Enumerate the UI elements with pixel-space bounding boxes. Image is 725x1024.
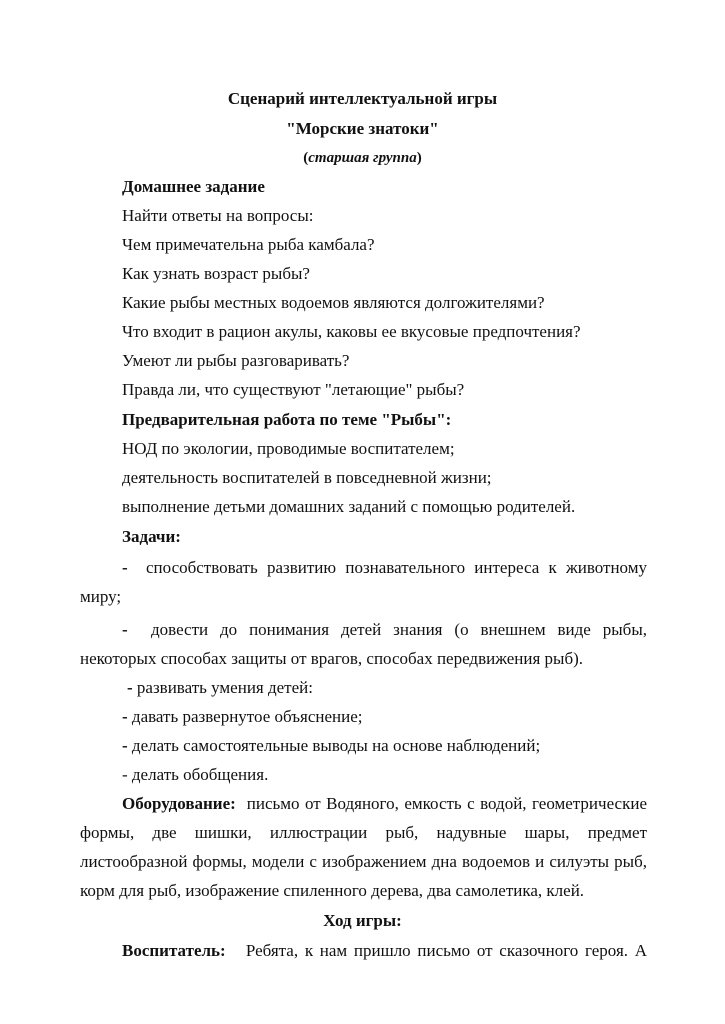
speaker-label: Воспитатель:: [122, 941, 226, 960]
homework-line: Умеют ли рыбы разговаривать?: [122, 351, 350, 370]
prework-heading: Предварительная работа по теме "Рыбы":: [122, 410, 452, 429]
equipment-text-1: письмо от Водяного, емкость с водой, геометрические: [246, 794, 647, 813]
prework-line: выполнение детьми домашних заданий с помощью родителей.: [122, 497, 576, 516]
task-item-3: [127, 677, 313, 699]
task-item-3-text: развивать умения детей:: [136, 678, 313, 697]
task-dash: [122, 557, 128, 579]
task-item-4-text: давать развернутое объяснение;: [131, 707, 363, 726]
task-item-1-line-1: способствовать развитию познавательного интереса к животному: [146, 558, 647, 577]
prework-line: деятельность воспитателей в повседневной жизни;: [122, 468, 492, 487]
task-dash-mark: -: [122, 736, 128, 755]
prework-line: НОД по экологии, проводимые воспитателем;: [122, 439, 455, 458]
equipment-label: Оборудование:: [122, 794, 236, 813]
game-heading: Ход игры:: [323, 911, 402, 930]
task-dash: [122, 619, 128, 641]
homework-heading: Домашнее задание: [122, 177, 265, 196]
equipment-line-2: формы, две шишки, иллюстрации рыб, надувные шары, предмет: [80, 823, 647, 842]
document-title-quoted: "Морские знатоки": [286, 119, 439, 138]
document-title: Сценарий интеллектуальной игры: [227, 89, 498, 108]
equipment-line-3: листообразной формы, модели с изображением дна водоемов и силуэты рыб,: [80, 852, 647, 871]
equipment-line-1: [122, 793, 647, 815]
task-item-1-line-2: миру;: [80, 587, 122, 606]
homework-line: Правда ли, что существуют "летающие" рыбы?: [122, 380, 465, 399]
homework-line: Чем примечательна рыба камбала?: [122, 235, 375, 254]
task-item-5: [122, 735, 540, 757]
subtitle-close-paren: ): [416, 150, 422, 166]
document-subtitle: [0, 147, 725, 169]
task-dash-mark: -: [127, 678, 133, 697]
task-item-2-line-2: некоторых способах защиты от врагов, способах передвижения рыб).: [80, 649, 584, 668]
task-item-4: [122, 706, 362, 728]
subtitle-group: старшая группа: [308, 150, 417, 166]
equipment-line-4: корм для рыб, изображение спиленного дерева, два самолетика, клей.: [80, 881, 585, 900]
task-dash-mark: -: [122, 620, 128, 639]
homework-line: Что входит в рацион акулы, каковы ее вкусовые предпочтения?: [122, 322, 581, 341]
task-dash-mark: -: [122, 558, 128, 577]
homework-line: Найти ответы на вопросы:: [122, 206, 314, 225]
homework-line: Как узнать возраст рыбы?: [122, 264, 310, 283]
tasks-heading: Задачи:: [122, 527, 181, 546]
game-text-1: Ребята, к нам пришло письмо от сказочного героя. А: [245, 941, 648, 960]
task-item-6: - делать обобщения.: [122, 765, 269, 784]
game-line-1: [122, 940, 647, 962]
homework-line: Какие рыбы местных водоемов являются долгожителями?: [122, 293, 545, 312]
task-dash-mark: -: [122, 707, 128, 726]
task-item-5-text: делать самостоятельные выводы на основе наблюдений;: [131, 736, 541, 755]
task-item-2-line-1: довести до понимания детей знания (о внешнем виде рыбы,: [151, 620, 647, 639]
subtitle-open-paren: (: [303, 150, 309, 166]
